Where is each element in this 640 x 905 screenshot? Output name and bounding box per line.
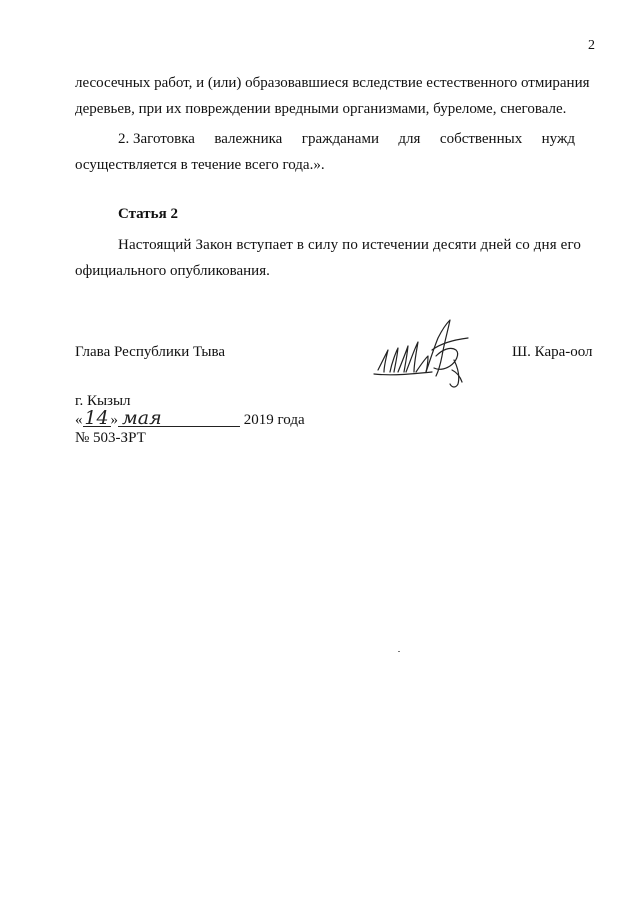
law-number: № 503-ЗРТ <box>75 430 146 446</box>
item-2-word: гражданами <box>301 131 379 147</box>
signatory-position: Глава Республики Тыва <box>75 344 226 360</box>
signature-icon <box>372 310 482 390</box>
text-line: лесосечных работ, и (или) образовавшиеся вследствие естественного отмирания <box>75 75 590 91</box>
date-month: мая <box>118 410 240 427</box>
item-2-word: 2. Заготовка <box>118 131 195 147</box>
signatory-name: Ш. Кара-оол <box>512 344 593 360</box>
handwritten-signature <box>372 310 482 395</box>
item-2-line <box>118 126 575 152</box>
stray-mark <box>398 651 400 652</box>
date-open-quote: « <box>75 412 83 428</box>
page-number: 2 <box>588 38 595 53</box>
paragraph-line: официального опубликования. <box>75 263 270 279</box>
date-day: 14 <box>84 407 109 429</box>
signing-date <box>75 407 305 429</box>
item-2-word: валежника <box>214 131 283 147</box>
article-2-heading: Статья 2 <box>118 206 178 222</box>
date-year: 2019 года <box>243 412 305 428</box>
item-2-word: нужд <box>541 131 575 147</box>
item-2-word: собственных <box>439 131 523 147</box>
item-2-word: для <box>398 131 421 147</box>
paragraph-line: осуществляется в течение всего года.». <box>75 157 325 173</box>
paragraph-line <box>75 70 590 96</box>
paragraph-line: Настоящий Закон вступает в силу по истечении десяти дней со дня его <box>118 237 582 253</box>
paragraph-line: деревьев, при их повреждении вредными организмами, буреломе, снеговале. <box>75 101 567 117</box>
city: г. Кызыл <box>75 393 131 409</box>
date-close-quote: » <box>110 412 118 428</box>
